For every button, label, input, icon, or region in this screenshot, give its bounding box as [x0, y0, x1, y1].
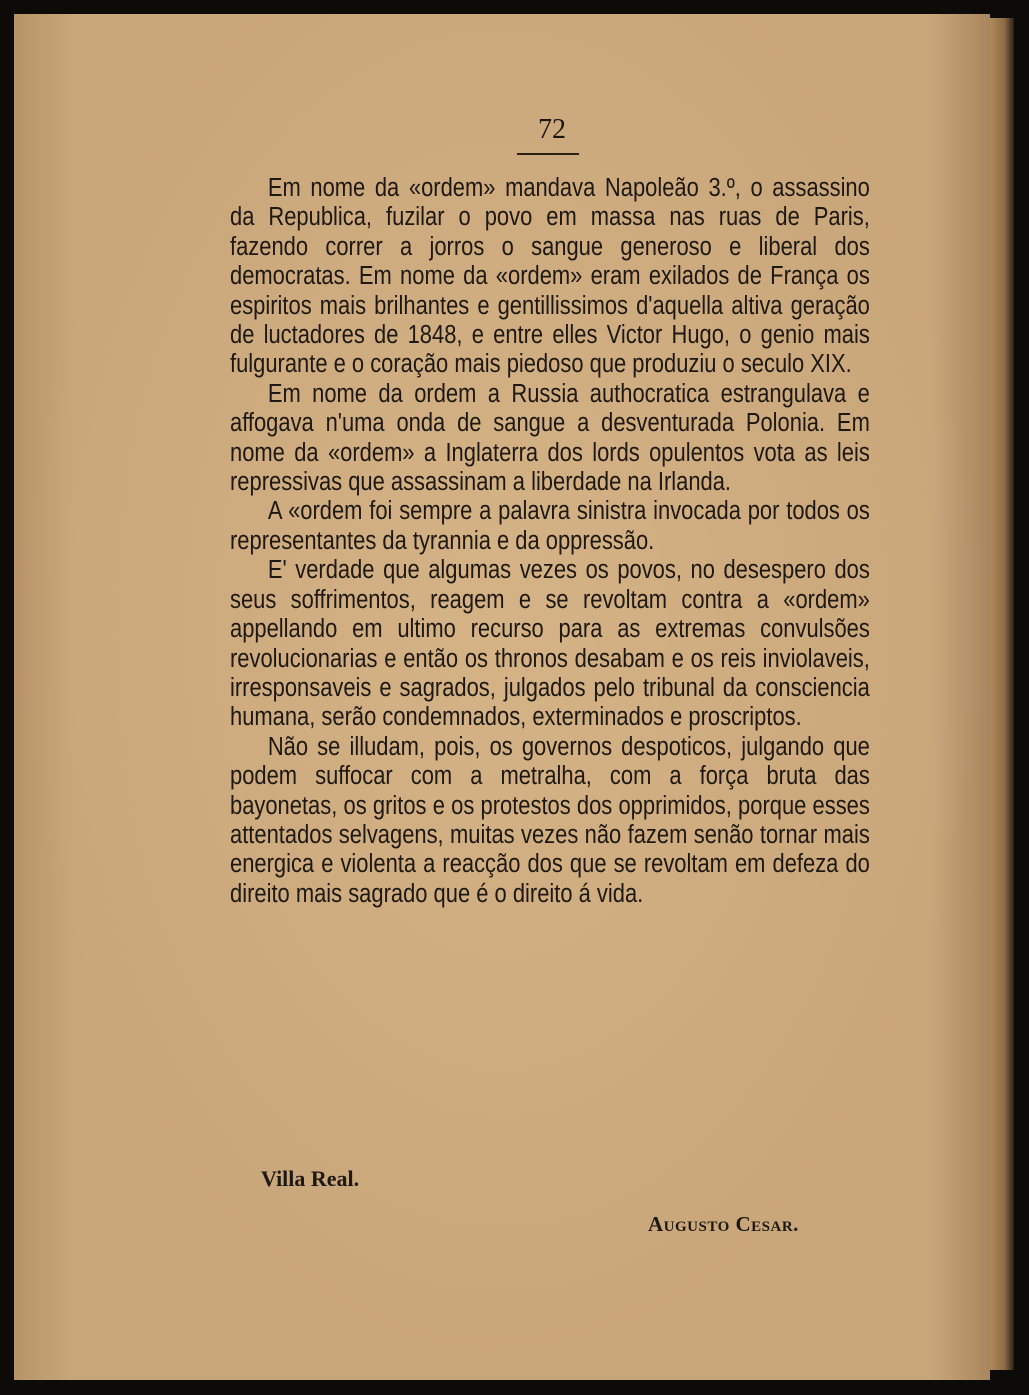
paragraph-1: Em nome da «ordem» mandava Napoleão 3.º, o assassino da Republica, fuzilar o povo em massa nas ruas de Paris, fazendo correr a jorros o sangue generoso e liberal dos democratas. Em nome da «ordem» eram exilados de França os espiritos mais brilhantes e gentillissimos d'aquella altiva geração de luctadores de 1848, e entre elles Victor Hugo, o genio mais fulgurante e o coração mais piedoso que produziu o seculo XIX.	[230, 174, 870, 379]
paragraph-3: A «ordem foi sempre a palavra sinistra invocada por todos os representantes da tyrannia e da oppressão.	[230, 497, 870, 555]
author-signature: Augusto Cesar.	[648, 1212, 799, 1236]
page-edge	[990, 18, 1014, 1370]
page-number: 72	[538, 114, 566, 145]
book-page	[14, 14, 990, 1380]
paragraph-4: E' verdade que algumas vezes os povos, no desespero dos seus soffrimentos, reagem e se revoltam contra a «ordem» appellando em ultimo recurso para as extremas convulsões revolucionarias e então os thronos desabam e os reis inviolaveis, irresponsaveis e sagrados, julgados pelo tribunal da consciencia humana, serão condemnados, exterminados e proscriptos.	[230, 556, 870, 732]
paragraph-2: Em nome da ordem a Russia authocratica estrangulava e affogava n'uma onda de sangue a desventurada Polonia. Em nome da «ordem» a Inglaterra dos lords opulentos vota as leis repressivas que assassinam a liberdade na Irlanda.	[230, 379, 870, 497]
place-line: Villa Real.	[261, 1166, 360, 1191]
paragraph-5: Não se illudam, pois, os governos despoticos, julgando que podem suffocar com a metralha, com a força bruta das bayonetas, os gritos e os protestos dos opprimidos, porque esses attentados selvagens, muitas vezes não fazem senão tornar mais energica e violenta a reacção dos que se revoltam em defeza do direito mais sagrado que é o direito á vida.	[230, 732, 870, 908]
page-number-rule	[517, 153, 579, 155]
article-body	[230, 174, 870, 909]
